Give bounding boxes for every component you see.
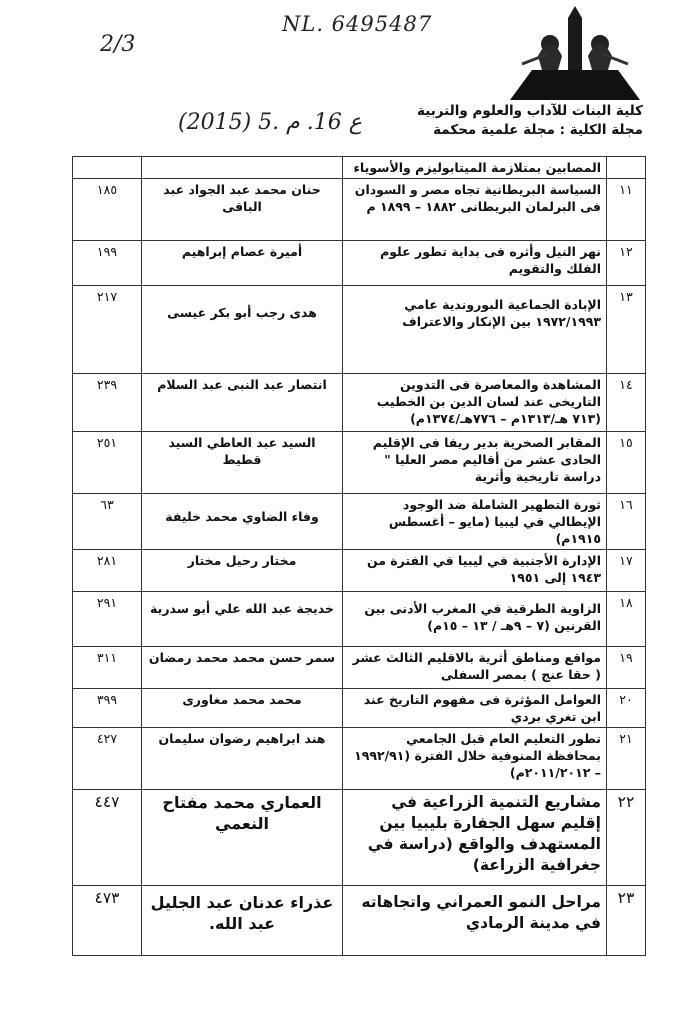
row-author: محمد محمد مغاورى bbox=[142, 689, 343, 728]
row-page: ٢١٧ bbox=[73, 286, 142, 374]
handwritten-issue-note: (2015) 5. ع 16. م bbox=[178, 110, 362, 135]
row-page: ٢٩١ bbox=[73, 592, 142, 647]
table-row bbox=[73, 157, 646, 179]
row-number: ٢٠ bbox=[607, 689, 646, 728]
row-number bbox=[607, 157, 646, 179]
row-title: الإبادة الجماعية البوروندية عامي ١٩٧٢/١٩٩٣ بين الإنكار والاعتراف bbox=[343, 286, 607, 374]
row-page: ٦٣ bbox=[73, 494, 142, 550]
row-author: هدى رجب أبو بكر عيسى bbox=[142, 286, 343, 374]
handwritten-reference-number: NL. 6495487 bbox=[282, 12, 433, 36]
row-author: خديجة عبد الله علي أبو سدرية bbox=[142, 592, 343, 647]
row-page: ٢٨١ bbox=[73, 550, 142, 592]
row-number: ١١ bbox=[607, 179, 646, 241]
table-row bbox=[73, 494, 646, 550]
row-author: سمر حسن محمد محمد رمضان bbox=[142, 647, 343, 689]
row-title: العوامل المؤثرة فى مفهوم التاريخ عند ابن تغري بردي bbox=[343, 689, 607, 728]
row-title: ثورة التطهير الشاملة ضد الوجود الإيطالي في ليبيا (مايو – أغسطس ١٩١٥م) bbox=[343, 494, 607, 550]
row-page: ١٩٩ bbox=[73, 241, 142, 286]
row-title: مواقع ومناطق أثرية بالاقليم الثالث عشر ( حقا عنج ) بمصر السفلى bbox=[343, 647, 607, 689]
table-row bbox=[73, 286, 646, 374]
table-row bbox=[73, 592, 646, 647]
row-title: المصابين بمتلازمة الميتابوليزم والأسوياء bbox=[343, 157, 607, 179]
row-author: السيد عبد العاطي السيد قطيط bbox=[142, 432, 343, 494]
journal-name: مجلة الكلية : مجلة علمية محكمة bbox=[433, 122, 643, 138]
table-row bbox=[73, 728, 646, 790]
row-page: ٢٣٩ bbox=[73, 374, 142, 432]
contents-table bbox=[72, 156, 646, 956]
table-row bbox=[73, 647, 646, 689]
row-number: ١٨ bbox=[607, 592, 646, 647]
table-row bbox=[73, 689, 646, 728]
row-page bbox=[73, 157, 142, 179]
row-page: ٤٧٣ bbox=[73, 886, 142, 956]
row-title: الإدارة الأجنبية في ليبيا في الفترة من ١٩٤٣ إلى ١٩٥١ bbox=[343, 550, 607, 592]
row-page: ٣١١ bbox=[73, 647, 142, 689]
row-number: ١٦ bbox=[607, 494, 646, 550]
row-page: ٤٤٧ bbox=[73, 790, 142, 886]
university-logo-icon bbox=[508, 4, 642, 102]
row-page: ١٨٥ bbox=[73, 179, 142, 241]
row-title: مشاريع التنمية الزراعية في إقليم سهل الجفارة بليبيا بين المستهدف والواقع (دراسة في جغرافية الزراعة) bbox=[343, 790, 607, 886]
row-title: المشاهدة والمعاصرة فى التدوين التاريخى عند لسان الدين بن الخطيب (٧١٣ هـ/١٣١٣م – ٧٧٦هـ/١٣٧٤م) bbox=[343, 374, 607, 432]
row-number: ٢٣ bbox=[607, 886, 646, 956]
row-title: مراحل النمو العمراني واتجاهاته في مدينة الرمادي bbox=[343, 886, 607, 956]
row-author bbox=[142, 157, 343, 179]
row-number: ١٧ bbox=[607, 550, 646, 592]
row-author: أميرة عصام إبراهيم bbox=[142, 241, 343, 286]
row-number: ١٣ bbox=[607, 286, 646, 374]
college-name: كلية البنات للآداب والعلوم والتربية bbox=[417, 103, 643, 119]
row-number: ٢١ bbox=[607, 728, 646, 790]
row-number: ١٤ bbox=[607, 374, 646, 432]
handwritten-page-mark: 2/3 bbox=[100, 32, 136, 57]
row-page: ٤٢٧ bbox=[73, 728, 142, 790]
row-author: انتصار عبد النبى عبد السلام bbox=[142, 374, 343, 432]
row-page: ٣٩٩ bbox=[73, 689, 142, 728]
table-row bbox=[73, 886, 646, 956]
row-author: حنان محمد عبد الجواد عبد الباقى bbox=[142, 179, 343, 241]
row-title: نهر النيل وأثره فى بداية تطور علوم الفلك والتقويم bbox=[343, 241, 607, 286]
row-author: هند ابراهيم رضوان سليمان bbox=[142, 728, 343, 790]
table-row bbox=[73, 790, 646, 886]
table-row bbox=[73, 241, 646, 286]
row-number: ١٢ bbox=[607, 241, 646, 286]
table-row bbox=[73, 550, 646, 592]
table-row bbox=[73, 374, 646, 432]
row-number: ١٩ bbox=[607, 647, 646, 689]
row-author: مختار رحيل مختار bbox=[142, 550, 343, 592]
row-number: ٢٢ bbox=[607, 790, 646, 886]
row-author: وفاء الضاوي محمد خليفة bbox=[142, 494, 343, 550]
row-number: ١٥ bbox=[607, 432, 646, 494]
row-title: السياسة البريطانية تجاه مصر و السودان فى البرلمان البريطانى ١٨٨٢ – ١٨٩٩ م bbox=[343, 179, 607, 241]
table-row bbox=[73, 432, 646, 494]
row-title: المقابر الصخرية بدير ريفا فى الإقليم الحادى عشر من أقاليم مصر العليا " دراسة تاريخية وأثرية bbox=[343, 432, 607, 494]
table-row bbox=[73, 179, 646, 241]
row-author: عذراء عدنان عبد الجليل عبد الله. bbox=[142, 886, 343, 956]
row-title: تطور التعليم العام قبل الجامعي بمحافظة المنوفية خلال الفترة (١٩٩٢/٩١ – ٢٠١١/٢٠١٢م) bbox=[343, 728, 607, 790]
row-page: ٢٥١ bbox=[73, 432, 142, 494]
row-title: الزاوية الطرقية في المغرب الأدنى بين القرنين (٧ – ٩هـ / ١٣ – ١٥م) bbox=[343, 592, 607, 647]
row-author: العماري محمد مفتاح النعمي bbox=[142, 790, 343, 886]
